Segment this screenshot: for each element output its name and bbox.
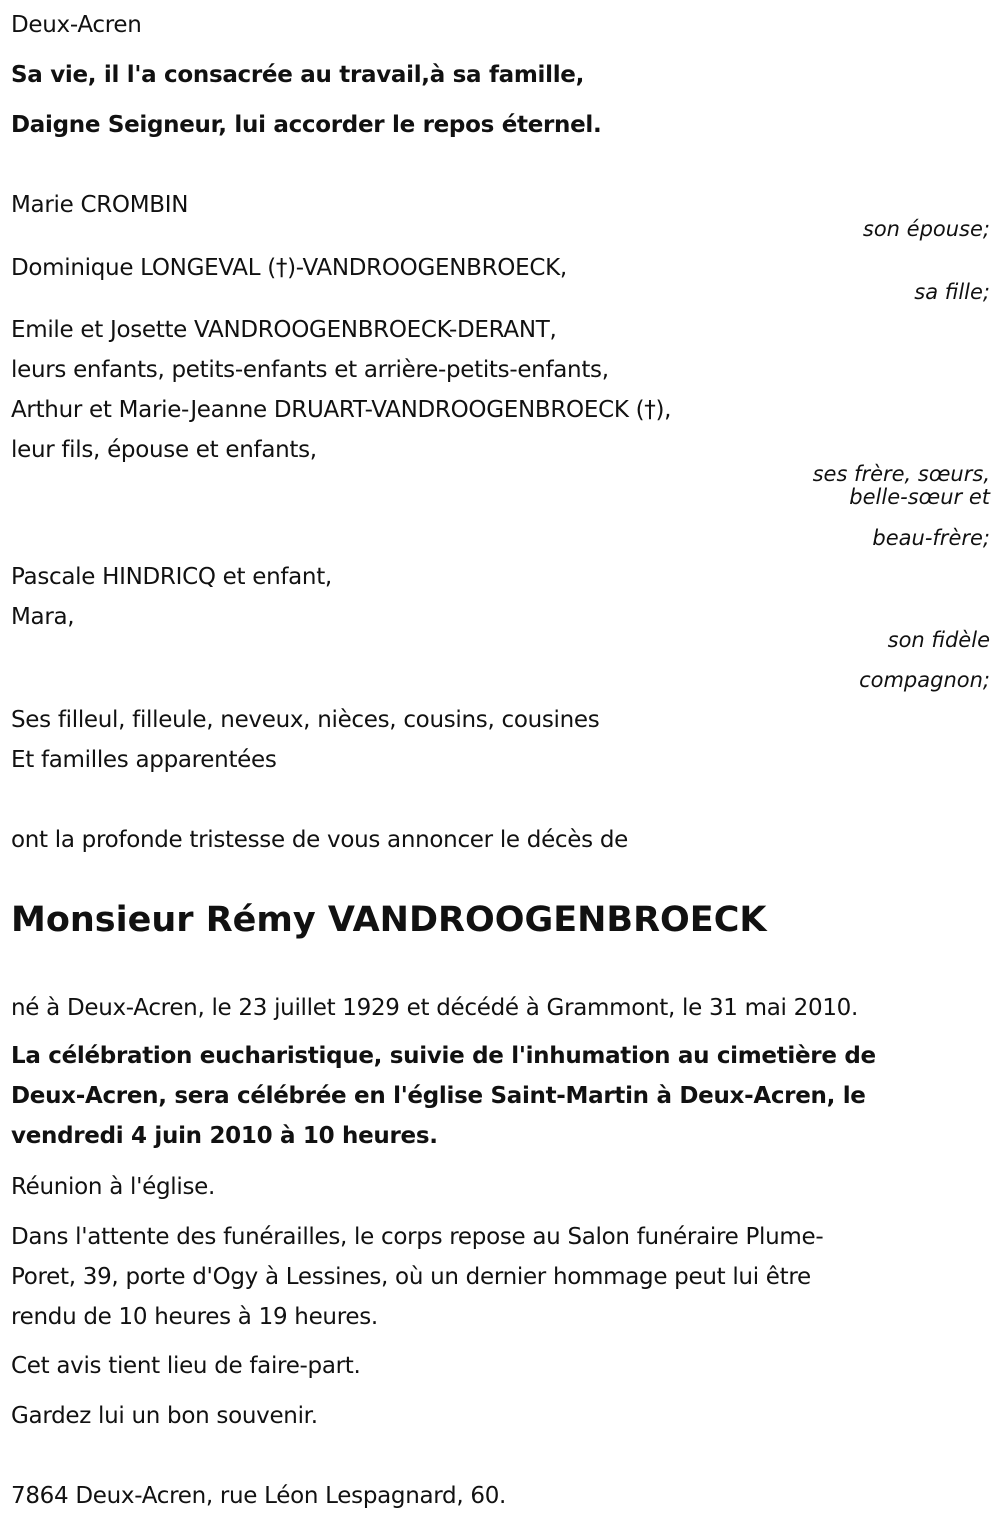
verse-line: Daigne Seigneur, lui accorder le repos éternel. (11, 112, 602, 138)
birth-death: né à Deux-Acren, le 23 juillet 1929 et décédé à Grammont, le 31 mai 2010. (11, 995, 858, 1021)
siblings-line: leurs enfants, petits-enfants et arrière-petits-enfants, (11, 357, 609, 383)
others-line: Ses filleul, filleule, neveux, nièces, cousins, cousines (11, 707, 600, 733)
spouse-name: Marie CROMBIN (11, 192, 189, 218)
daughter-name: Dominique LONGEVAL (†)-VANDROOGENBROECK, (11, 255, 567, 281)
wake-line: rendu de 10 heures à 19 heures. (11, 1304, 378, 1330)
meeting: Réunion à l'église. (11, 1174, 215, 1200)
address: 7864 Deux-Acren, rue Léon Lespagnard, 60. (11, 1483, 507, 1509)
companion-line: Pascale HINDRICQ et enfant, (11, 564, 332, 590)
siblings-role: beau-frère; (872, 526, 990, 550)
ceremony-line: Deux-Acren, sera célébrée en l'église Saint-Martin à Deux-Acren, le (11, 1083, 866, 1109)
deceased-name: Monsieur Rémy VANDROOGENBROECK (11, 900, 767, 940)
place: Deux-Acren (11, 12, 142, 38)
siblings-line: Arthur et Marie-Jeanne DRUART-VANDROOGENBROECK (†), (11, 397, 672, 423)
remember: Gardez lui un bon souvenir. (11, 1403, 318, 1429)
ceremony-line: La célébration eucharistique, suivie de l'inhumation au cimetière de (11, 1043, 876, 1069)
siblings-role: ses frère, sœurs, (812, 462, 990, 486)
companion-role: compagnon; (859, 668, 990, 692)
notice: Cet avis tient lieu de faire-part. (11, 1353, 361, 1379)
siblings-line: Emile et Josette VANDROOGENBROECK-DERANT, (11, 317, 557, 343)
verse-line: Sa vie, il l'a consacrée au travail,à sa famille, (11, 62, 585, 88)
companion-role: son fidèle (887, 628, 990, 652)
ceremony-line: vendredi 4 juin 2010 à 10 heures. (11, 1123, 438, 1149)
daughter-role: sa fille; (914, 280, 990, 304)
spouse-role: son épouse; (862, 217, 990, 241)
wake-line: Dans l'attente des funérailles, le corps repose au Salon funéraire Plume- (11, 1224, 824, 1250)
siblings-role: belle-sœur et (849, 485, 990, 509)
announcement: ont la profonde tristesse de vous annoncer le décès de (11, 827, 628, 853)
others-line: Et familles apparentées (11, 747, 277, 773)
wake-line: Poret, 39, porte d'Ogy à Lessines, où un dernier hommage peut lui être (11, 1264, 811, 1290)
siblings-line: leur fils, épouse et enfants, (11, 437, 317, 463)
companion-line: Mara, (11, 604, 75, 630)
